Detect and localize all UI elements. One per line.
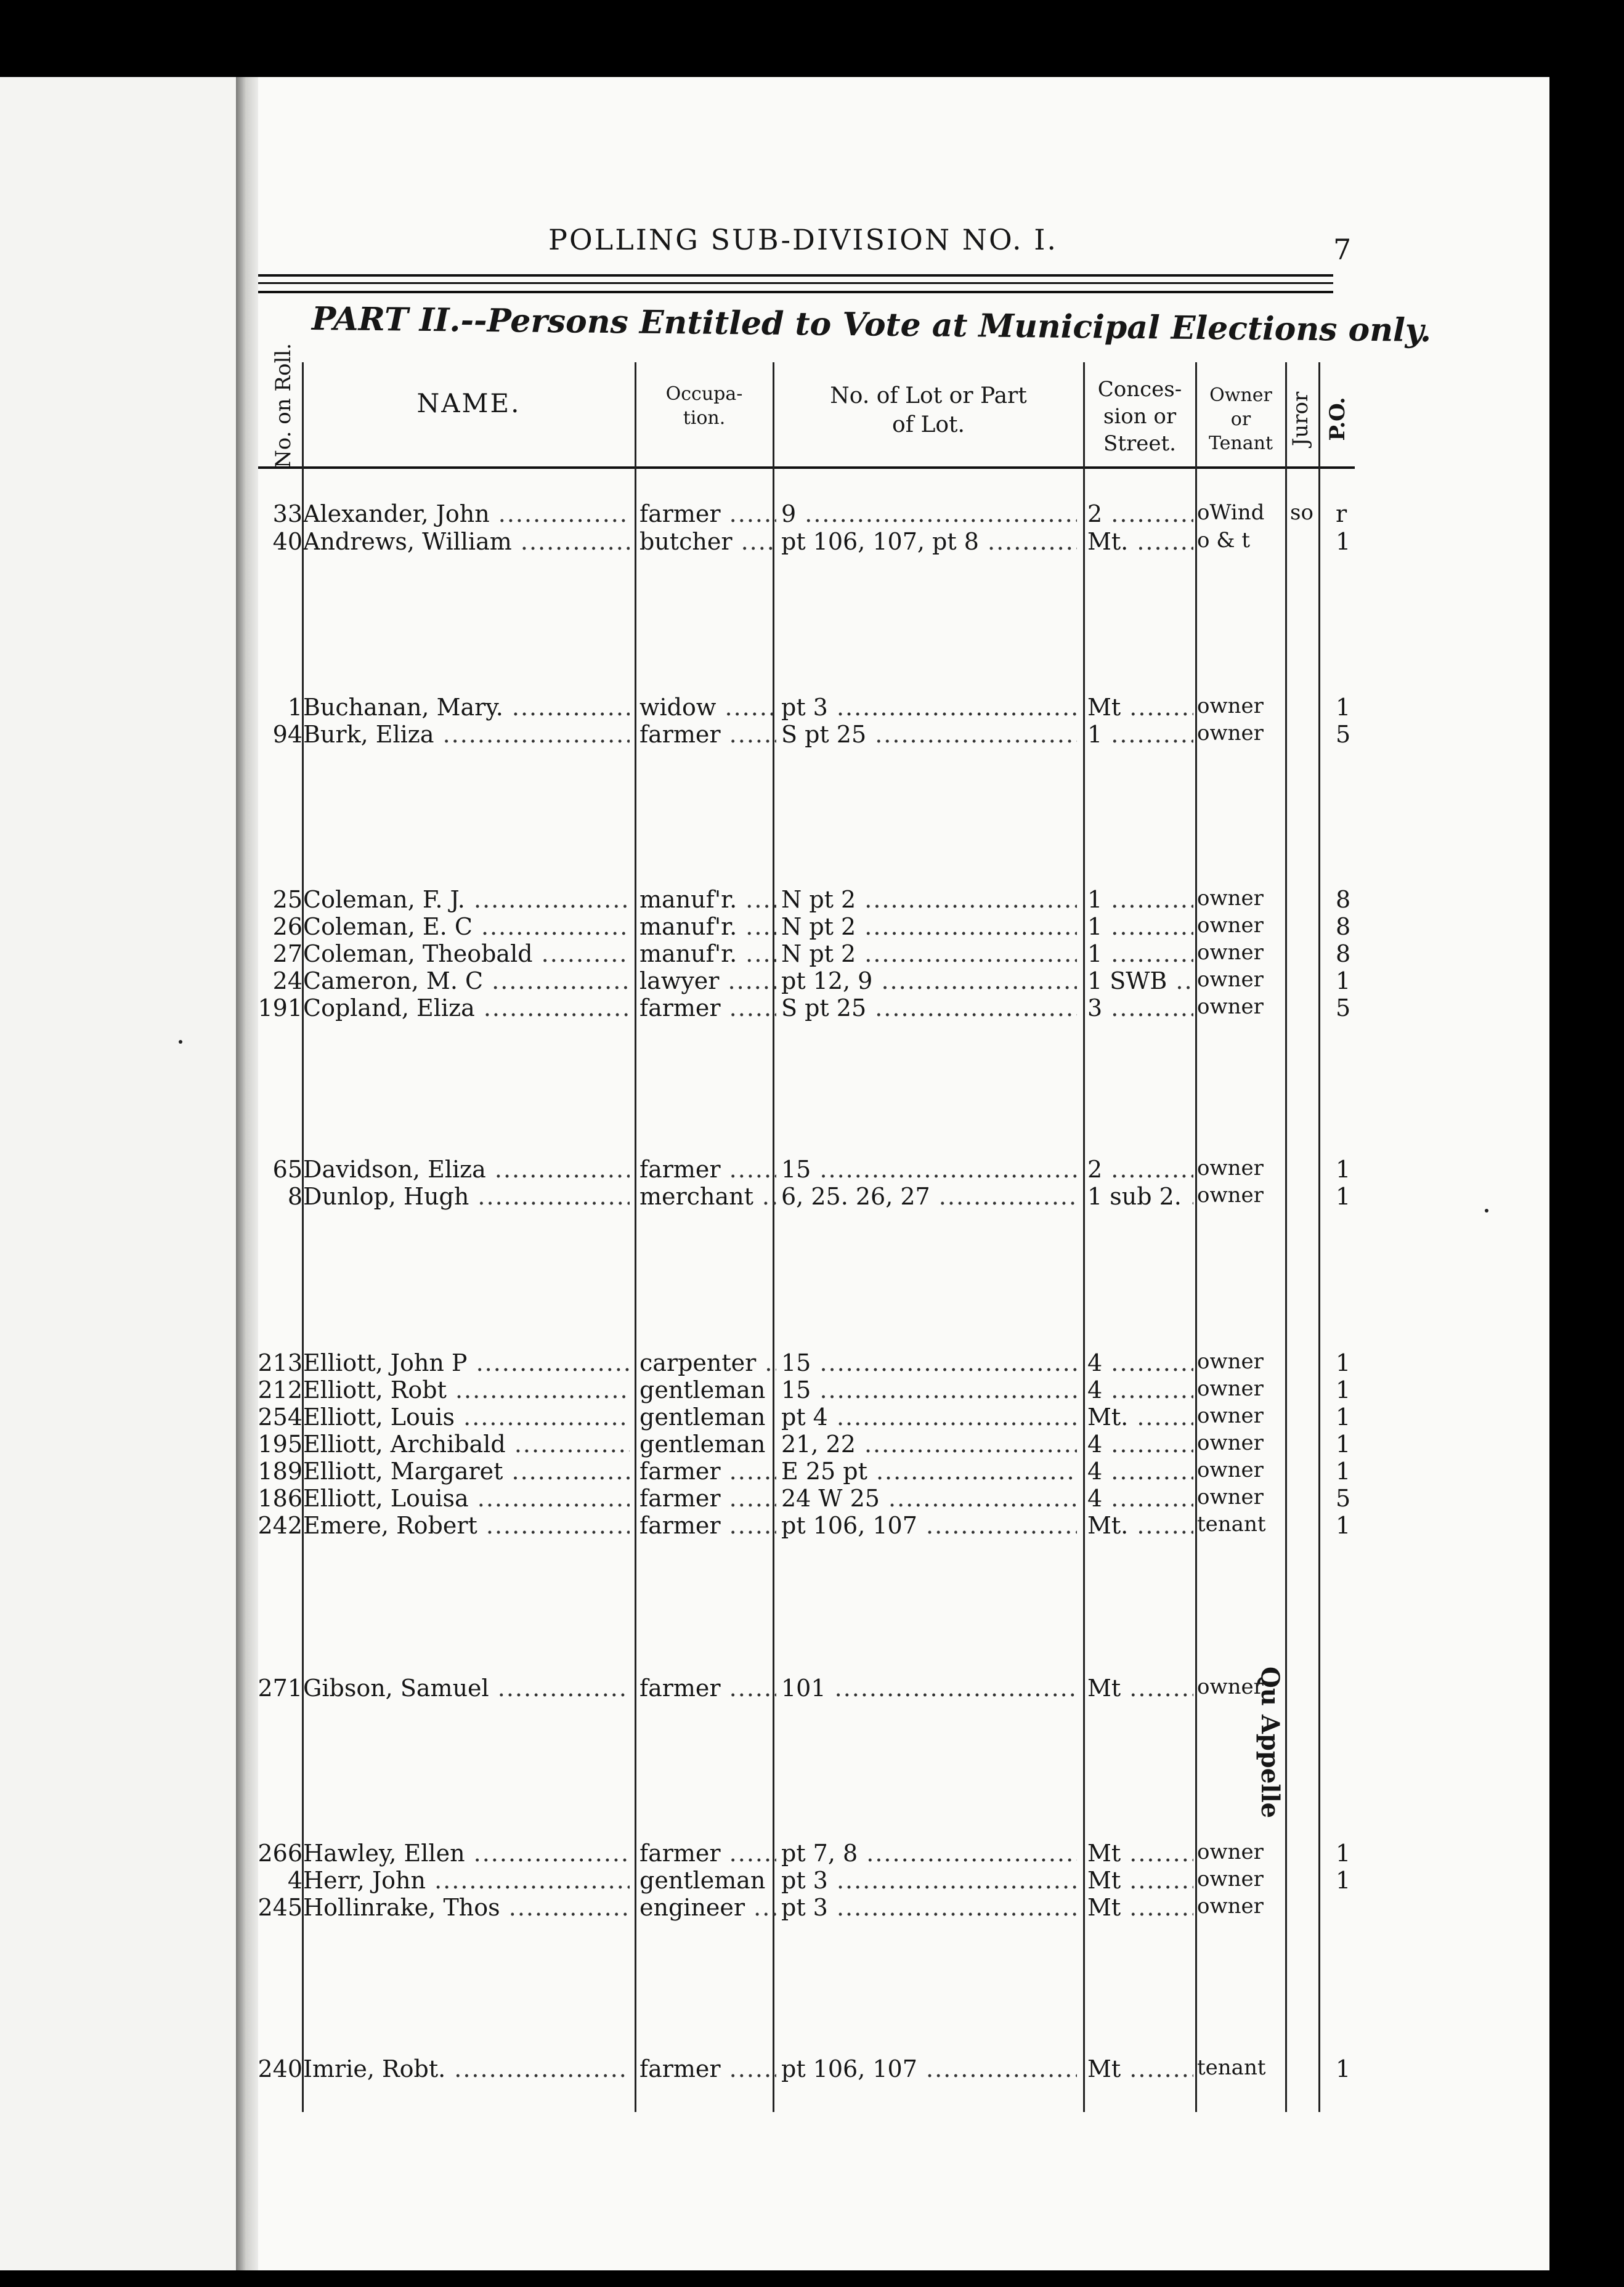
concession-cell: 1 SWB ..... xyxy=(1087,967,1193,994)
name-cell: Andrews, William ..... xyxy=(303,528,630,555)
roll-cell: 24 xyxy=(272,967,302,994)
lot-cell: N pt 2 ..... xyxy=(781,913,1077,940)
owner-cell: owner xyxy=(1197,1675,1264,1699)
table-row xyxy=(0,1156,1624,1183)
lot-cell: S pt 25 ..... xyxy=(781,721,1077,748)
lot-cell: N pt 2 ..... xyxy=(781,886,1077,913)
occupation-cell: lawyer ..... xyxy=(639,967,776,994)
owner-cell: tenant xyxy=(1197,2055,1266,2080)
name-cell: Hawley, Ellen ..... xyxy=(303,1840,630,1867)
po-cell: 1 xyxy=(1336,1376,1351,1403)
occupation-cell: farmer ..... xyxy=(639,1156,776,1183)
concession-cell: Mt ..... xyxy=(1087,1840,1193,1867)
owner-cell: owner xyxy=(1197,994,1264,1019)
owner-cell: owner xyxy=(1197,913,1264,938)
owner-cell: owner xyxy=(1197,1458,1264,1482)
occupation-cell: gentleman ..... xyxy=(639,1867,776,1894)
concession-cell: 4 ..... xyxy=(1087,1431,1193,1458)
name-cell: Elliott, Louisa ..... xyxy=(303,1485,630,1512)
juror-cell: so xyxy=(1290,500,1313,525)
lot-cell: N pt 2 ..... xyxy=(781,940,1077,967)
table-row xyxy=(0,940,1624,967)
po-cell: 1 xyxy=(1336,1512,1351,1539)
name-cell: Copland, Eliza ..... xyxy=(303,994,630,1022)
name-cell: Hollinrake, Thos ..... xyxy=(303,1894,630,1921)
po-cell: 1 xyxy=(1336,1349,1351,1376)
po-cell: 1 xyxy=(1336,967,1351,994)
name-cell: Coleman, F. J. ..... xyxy=(303,886,630,913)
table-row xyxy=(0,2055,1624,2082)
roll-cell: 254 xyxy=(258,1403,302,1431)
name-cell: Burk, Eliza ..... xyxy=(303,721,630,748)
roll-cell: 94 xyxy=(272,721,302,748)
roll-cell: 191 xyxy=(258,994,302,1022)
po-cell: 1 xyxy=(1336,2055,1351,2082)
owner-cell: o & t xyxy=(1197,528,1251,553)
table-row xyxy=(0,967,1624,994)
table-row xyxy=(0,1183,1624,1210)
roll-cell: 40 xyxy=(272,528,302,555)
name-cell: Emere, Robert ..... xyxy=(303,1512,630,1539)
lot-cell: E 25 pt ..... xyxy=(781,1458,1077,1485)
name-cell: Elliott, John P ..... xyxy=(303,1349,630,1376)
table-row xyxy=(0,1512,1624,1539)
head-rule xyxy=(258,282,1333,284)
table-row xyxy=(0,1403,1624,1431)
lot-cell: 15 ..... xyxy=(781,1349,1077,1376)
lot-cell: pt 106, 107 ..... xyxy=(781,1512,1077,1539)
lot-cell: 101 ..... xyxy=(781,1675,1077,1702)
roll-cell: 242 xyxy=(258,1512,302,1539)
owner-cell: owner xyxy=(1197,1431,1264,1455)
head-rule xyxy=(258,291,1333,293)
concession-cell: Mt. ..... xyxy=(1087,1512,1193,1539)
occupation-cell: merchant ..... xyxy=(639,1183,776,1210)
table-row xyxy=(0,1675,1624,1702)
roll-cell: 189 xyxy=(258,1458,302,1485)
lot-cell: 15 ..... xyxy=(781,1376,1077,1403)
concession-cell: Mt ..... xyxy=(1087,1894,1193,1921)
table-row xyxy=(0,886,1624,913)
lot-cell: 9 ..... xyxy=(781,500,1077,527)
po-cell: 5 xyxy=(1336,721,1351,748)
occupation-cell: gentleman ..... xyxy=(639,1376,776,1403)
owner-cell: owner xyxy=(1197,694,1264,718)
concession-cell: 4 ..... xyxy=(1087,1376,1193,1403)
roll-cell: 266 xyxy=(258,1840,302,1867)
occupation-cell: butcher ..... xyxy=(639,528,776,555)
owner-cell: owner xyxy=(1197,940,1264,965)
roll-cell: 1 xyxy=(287,694,302,721)
table-row xyxy=(0,1349,1624,1376)
owner-cell: owner xyxy=(1197,1867,1264,1891)
name-cell: Imrie, Robt. ..... xyxy=(303,2055,630,2082)
concession-cell: 1 sub 2. ..... xyxy=(1087,1183,1193,1210)
owner-cell: owner xyxy=(1197,967,1264,992)
concession-cell: 4 ..... xyxy=(1087,1349,1193,1376)
po-cell: 1 xyxy=(1336,1403,1351,1431)
po-cell: 1 xyxy=(1336,1867,1351,1894)
header-juror: Juror xyxy=(1288,391,1313,447)
table-header-rule xyxy=(258,466,1355,469)
occupation-cell: farmer ..... xyxy=(639,1675,776,1702)
lot-cell: pt 4 ..... xyxy=(781,1403,1077,1431)
header-po: P.O. xyxy=(1325,397,1350,441)
lot-cell: pt 3 ..... xyxy=(781,1894,1077,1921)
roll-cell: 213 xyxy=(258,1349,302,1376)
concession-cell: 2 ..... xyxy=(1087,1156,1193,1183)
owner-cell: owner xyxy=(1197,1376,1264,1401)
roll-cell: 26 xyxy=(272,913,302,940)
roll-cell: 195 xyxy=(258,1431,302,1458)
lot-cell: 21, 22 ..... xyxy=(781,1431,1077,1458)
occupation-cell: farmer ..... xyxy=(639,2055,776,2082)
po-cell: 1 xyxy=(1336,1156,1351,1183)
table-row xyxy=(0,694,1624,721)
lot-cell: pt 12, 9 ..... xyxy=(781,967,1077,994)
concession-cell: Mt ..... xyxy=(1087,1675,1193,1702)
owner-cell: owner xyxy=(1197,1183,1264,1208)
lot-cell: pt 106, 107, pt 8 ..... xyxy=(781,528,1077,555)
name-cell: Elliott, Louis ..... xyxy=(303,1403,630,1431)
table-row xyxy=(0,1840,1624,1867)
po-cell: 8 xyxy=(1336,913,1351,940)
po-cell: 8 xyxy=(1336,886,1351,913)
table-row xyxy=(0,721,1624,748)
lot-cell: pt 7, 8 ..... xyxy=(781,1840,1077,1867)
owner-cell: owner xyxy=(1197,1403,1264,1428)
roll-cell: 271 xyxy=(258,1675,302,1702)
name-cell: Alexander, John ..... xyxy=(303,500,630,527)
name-cell: Elliott, Archibald ..... xyxy=(303,1431,630,1458)
header-concession: Conces- sion or Street. xyxy=(1097,377,1182,457)
po-cell: 8 xyxy=(1336,940,1351,967)
occupation-cell: gentleman ..... xyxy=(639,1431,776,1458)
concession-cell: 3 ..... xyxy=(1087,994,1193,1022)
table-row xyxy=(0,1867,1624,1894)
lot-cell: pt 3 ..... xyxy=(781,1867,1077,1894)
po-cell: 1 xyxy=(1336,1458,1351,1485)
occupation-cell: manuf'r. ..... xyxy=(639,940,776,967)
roll-cell: 240 xyxy=(258,2055,302,2082)
roll-cell: 8 xyxy=(287,1183,302,1210)
roll-cell: 65 xyxy=(272,1156,302,1183)
lot-cell: pt 106, 107 ..... xyxy=(781,2055,1077,2082)
po-cell: 5 xyxy=(1336,1485,1351,1512)
header-roll: No. on Roll. xyxy=(271,343,296,468)
header-occupation: Occupa- tion. xyxy=(665,383,743,429)
occupation-cell: engineer ..... xyxy=(639,1894,776,1921)
concession-cell: Mt. ..... xyxy=(1087,1403,1193,1431)
name-cell: Coleman, E. C ..... xyxy=(303,913,630,940)
roll-cell: 25 xyxy=(272,886,302,913)
owner-cell: owner xyxy=(1197,1485,1264,1509)
owner-cell: owner xyxy=(1197,1156,1264,1180)
header-lot: No. of Lot or Part of Lot. xyxy=(830,383,1027,437)
owner-cell: owner xyxy=(1197,1894,1264,1919)
occupation-cell: manuf'r. ..... xyxy=(639,913,776,940)
owner-cell: owner xyxy=(1197,721,1264,745)
concession-cell: 1 ..... xyxy=(1087,886,1193,913)
concession-cell: 4 ..... xyxy=(1087,1485,1193,1512)
table-row xyxy=(0,1458,1624,1485)
table-row xyxy=(0,1485,1624,1512)
table-row xyxy=(0,1894,1624,1921)
table-row xyxy=(0,500,1624,527)
concession-cell: 2 ..... xyxy=(1087,500,1193,527)
po-cell: 1 xyxy=(1336,1183,1351,1210)
occupation-cell: farmer ..... xyxy=(639,500,776,527)
header-name: NAME. xyxy=(416,388,521,418)
roll-cell: 212 xyxy=(258,1376,302,1403)
name-cell: Gibson, Samuel ..... xyxy=(303,1675,630,1702)
occupation-cell: carpenter ..... xyxy=(639,1349,776,1376)
lot-cell: 24 W 25 ..... xyxy=(781,1485,1077,1512)
occupation-cell: farmer ..... xyxy=(639,1512,776,1539)
owner-cell: owner xyxy=(1197,886,1264,911)
name-cell: Elliott, Margaret ..... xyxy=(303,1458,630,1485)
running-head: POLLING SUB-DIVISION NO. I. xyxy=(548,223,1058,256)
name-cell: Elliott, Robt ..... xyxy=(303,1376,630,1403)
occupation-cell: farmer ..... xyxy=(639,1840,776,1867)
concession-cell: 4 ..... xyxy=(1087,1458,1193,1485)
occupation-cell: widow ..... xyxy=(639,694,776,721)
part-title: PART II.--Persons Entitled to Vote at Municipal Elections only. xyxy=(311,300,1432,350)
concession-cell: 1 ..... xyxy=(1087,913,1193,940)
concession-cell: 1 ..... xyxy=(1087,721,1193,748)
owner-cell: owner xyxy=(1197,1349,1264,1374)
owner-cell: owner xyxy=(1197,1840,1264,1864)
lot-cell: S pt 25 ..... xyxy=(781,994,1077,1022)
occupation-cell: farmer ..... xyxy=(639,994,776,1022)
po-cell: 1 xyxy=(1336,528,1351,555)
name-cell: Coleman, Theobald ..... xyxy=(303,940,630,967)
roll-cell: 186 xyxy=(258,1485,302,1512)
concession-cell: Mt ..... xyxy=(1087,694,1193,721)
po-cell: 1 xyxy=(1336,1840,1351,1867)
name-cell: Herr, John ..... xyxy=(303,1867,630,1894)
concession-cell: Mt ..... xyxy=(1087,2055,1193,2082)
occupation-cell: manuf'r. ..... xyxy=(639,886,776,913)
page-number: 7 xyxy=(1333,233,1352,266)
concession-cell: Mt. ..... xyxy=(1087,528,1193,555)
occupation-cell: farmer ..... xyxy=(639,721,776,748)
roll-cell: 33 xyxy=(272,500,302,527)
side-note: Qu Appelle xyxy=(1256,1667,1285,1819)
concession-cell: Mt ..... xyxy=(1087,1867,1193,1894)
table-row xyxy=(0,528,1624,555)
po-cell: r xyxy=(1336,500,1347,527)
table-row xyxy=(0,1431,1624,1458)
concession-cell: 1 ..... xyxy=(1087,940,1193,967)
po-cell: 1 xyxy=(1336,694,1351,721)
lot-cell: 15 ..... xyxy=(781,1156,1077,1183)
po-cell: 5 xyxy=(1336,994,1351,1022)
name-cell: Dunlop, Hugh ..... xyxy=(303,1183,630,1210)
lot-cell: pt 3 ..... xyxy=(781,694,1077,721)
occupation-cell: farmer ..... xyxy=(639,1485,776,1512)
speck-mark xyxy=(179,1040,182,1044)
table-row xyxy=(0,913,1624,940)
owner-cell: tenant xyxy=(1197,1512,1266,1537)
roll-cell: 245 xyxy=(258,1894,302,1921)
head-rule xyxy=(258,274,1333,277)
name-cell: Cameron, M. C ..... xyxy=(303,967,630,994)
owner-cell: oWind xyxy=(1197,500,1265,525)
lot-cell: 6, 25. 26, 27 ..... xyxy=(781,1183,1077,1210)
occupation-cell: farmer ..... xyxy=(639,1458,776,1485)
roll-cell: 27 xyxy=(272,940,302,967)
name-cell: Buchanan, Mary. ..... xyxy=(303,694,630,721)
name-cell: Davidson, Eliza ..... xyxy=(303,1156,630,1183)
roll-cell: 4 xyxy=(287,1867,302,1894)
table-row xyxy=(0,1376,1624,1403)
po-cell: 1 xyxy=(1336,1431,1351,1458)
occupation-cell: gentleman ..... xyxy=(639,1403,776,1431)
header-owner: Owner or Tenant xyxy=(1208,384,1273,454)
table-row xyxy=(0,994,1624,1022)
